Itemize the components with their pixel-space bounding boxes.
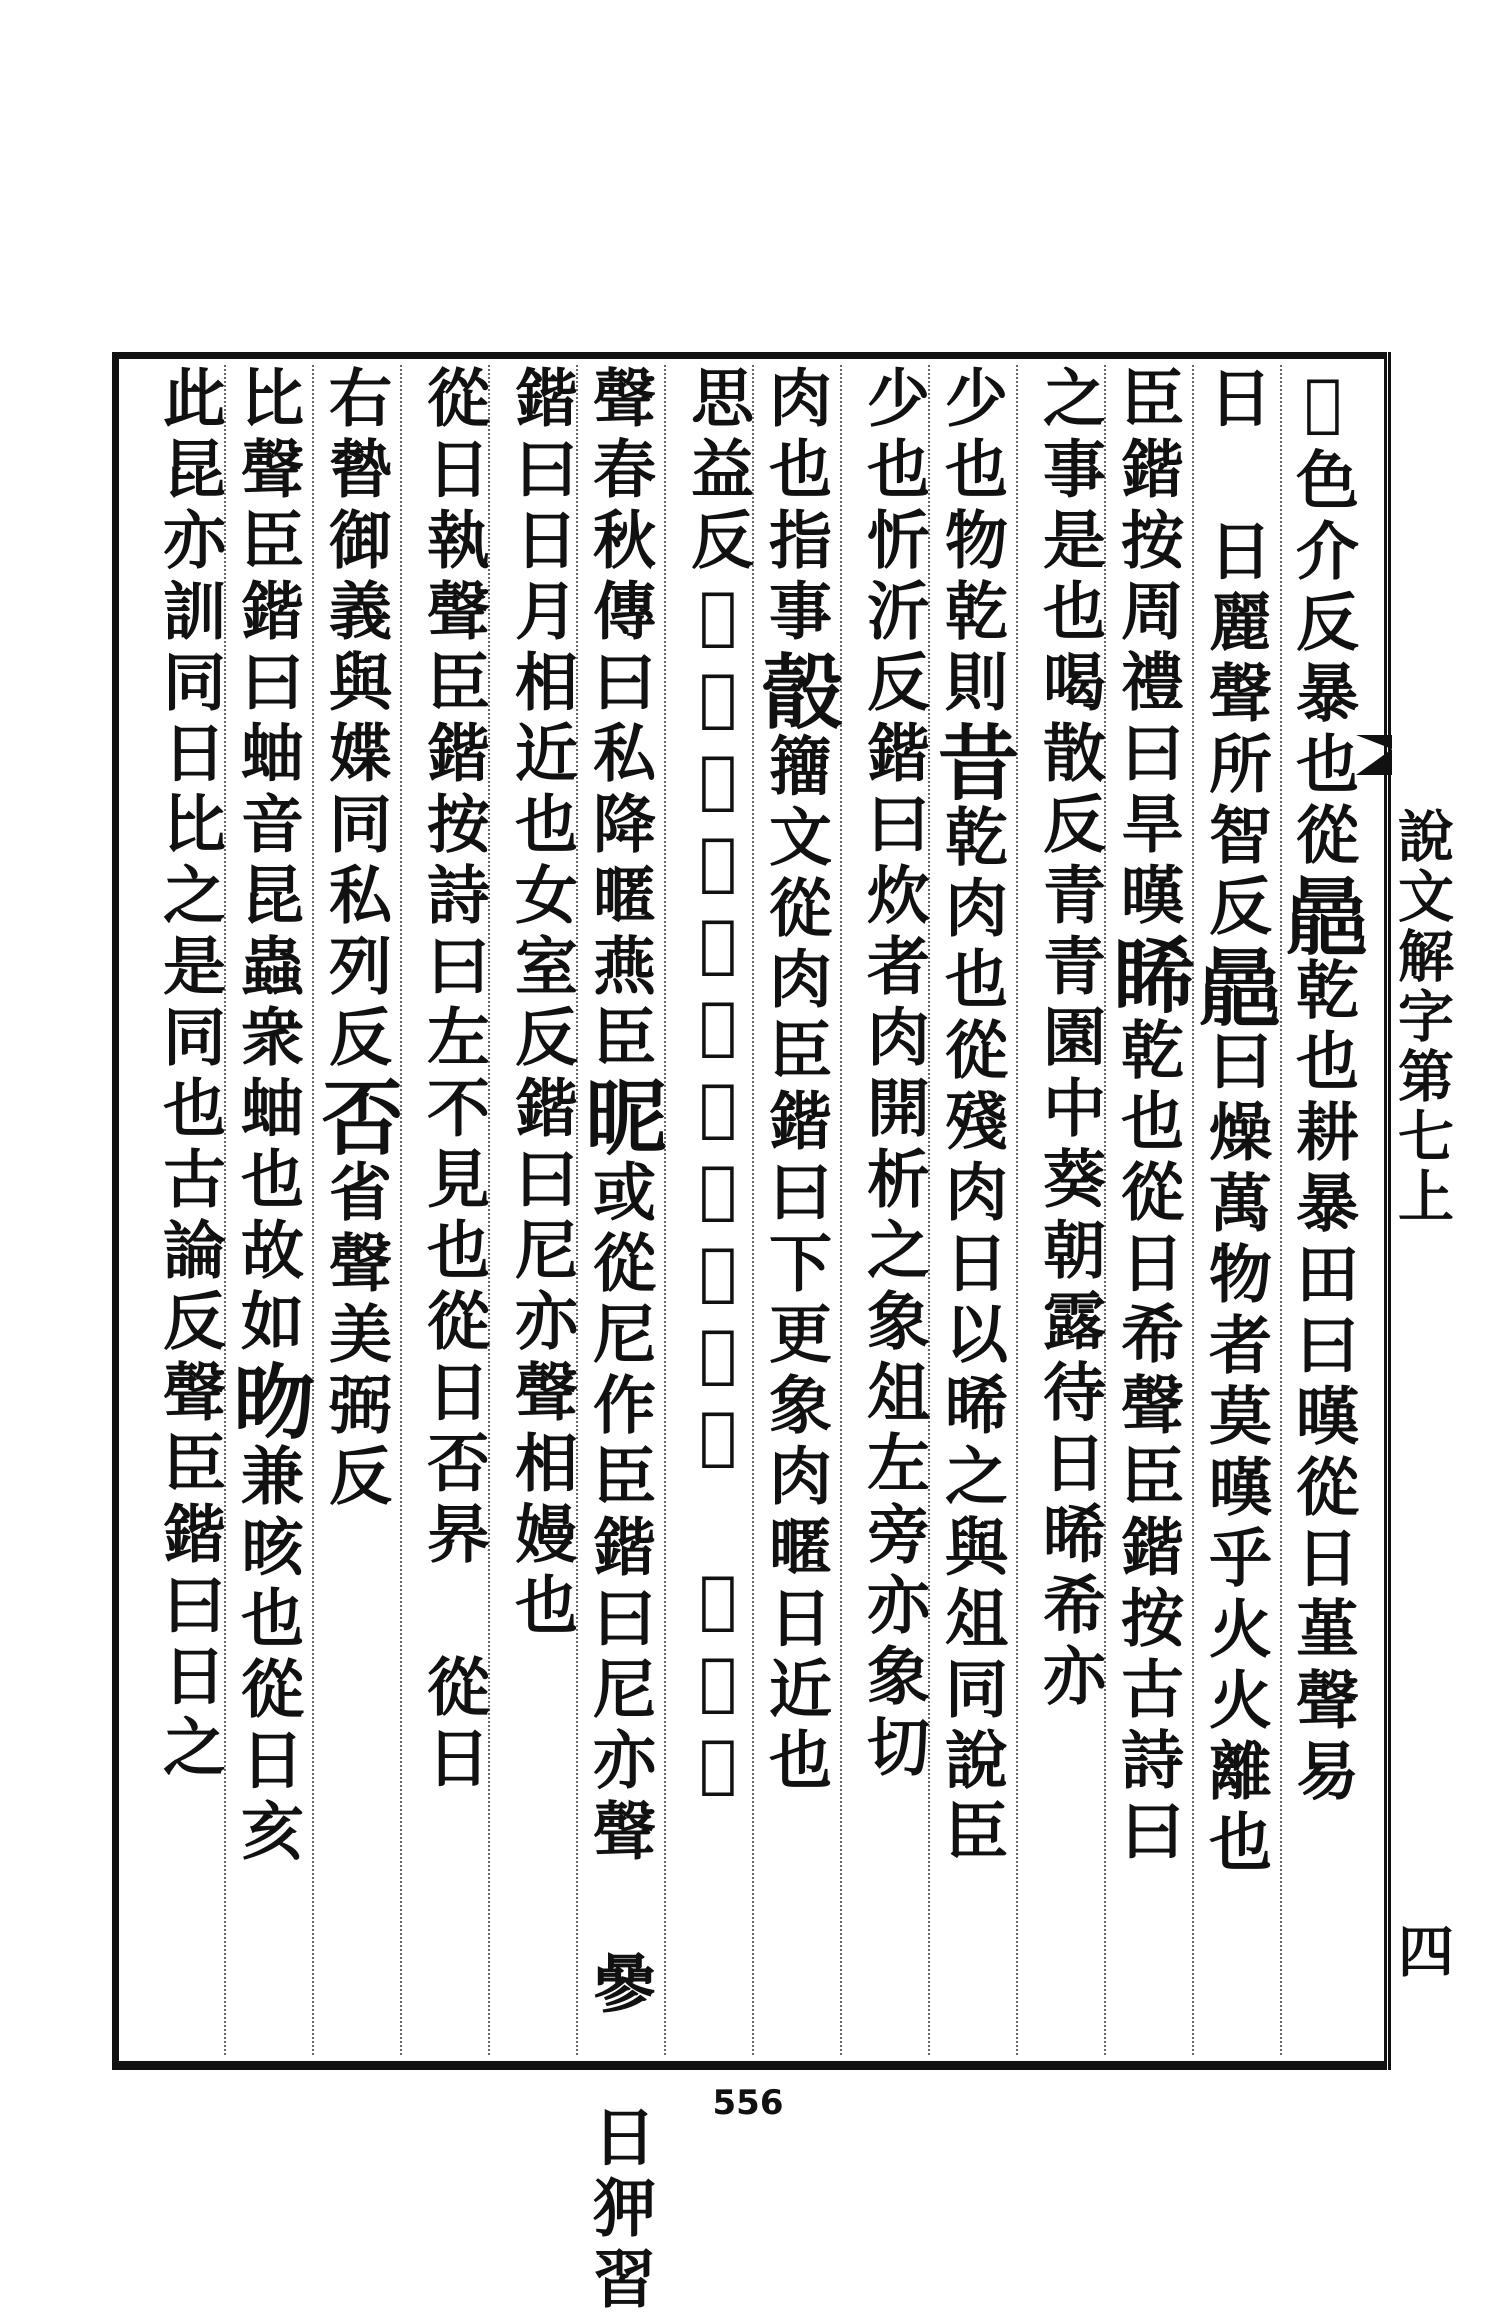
column-text: 青青園中葵朝露待日晞希亦 [1033,862,1107,1714]
column-text: 從日執聲臣鍇按詩曰左 [417,365,491,1075]
column-text: 乾也從日希聲臣鍇按古詩曰 [1111,1017,1185,1869]
column-text: 之事是也喝散反 [1033,365,1107,862]
column-text: 鍇曰日月相近也女室反 [505,365,579,1075]
text-column [153,365,227,2055]
column-text: 鍇曰尼亦聲相嫚也 [505,1075,579,1643]
seal-glyph: 𣋍 [1188,944,1284,1028]
column-text: 曰燥萬物者莫暵乎火火離也 [1199,1028,1273,1880]
text-column [924,365,1020,2055]
column-text: 乾肉也從殘肉日以晞之與俎同說臣 [935,804,1009,1869]
seal-glyph: 否 [308,1075,404,1159]
page-number: 556 [712,2083,784,2123]
seal-glyph: 昵 [572,1075,668,1159]
fore-edge-margin [1382,352,1455,2070]
column-text: 聲春秋傳曰私降暱燕臣 [583,365,657,1075]
text-column [572,365,668,2317]
column-text: 兼晐也從日亥 [231,1443,305,1869]
text-column [505,365,579,2055]
text-column [748,365,844,2055]
column-text: 此昆亦訓同日比之是同也古論反 [153,365,227,1359]
seal-glyph: 昔 [924,720,1020,804]
column-text: 乾也耕暴田曰暵從日堇聲易 [1286,957,1360,1809]
column-rule [1280,365,1282,2055]
text-column [1188,365,1284,2055]
text-column [417,365,491,2055]
column-text: 臣鍇按周禮曰旱暵 [1111,365,1185,933]
column-rule [840,365,842,2055]
column-text: 籒文從肉臣鍇曰下更象肉暱日近也 [759,733,833,1798]
seal-glyph: 昒 [220,1359,316,1443]
column-rule [1192,365,1194,2055]
text-column [681,365,755,2055]
column-rule [664,365,666,2055]
column-text: 思益反 [681,365,755,578]
column-text: 或從尼作臣鍇曰尼亦聲 曑 日狎習 [583,1159,657,2317]
column-text: 肉也指事 [759,365,833,649]
seal-glyph: 䐨 [748,649,844,733]
column-text: 不見也從日否昦 從日 [417,1075,491,1796]
column-text: 比聲臣鍇曰蚰音昆蟲衆蚰也故如 [231,365,305,1359]
text-column [308,365,404,2055]
column-rule [400,365,402,2055]
seal-glyph: 睎 [1100,933,1196,1017]
column-text: 鍇曰炊者肉開析之象俎左旁亦象切 [857,720,931,1785]
column-text: 聲臣鍇曰日之 [153,1359,227,1785]
text-column [857,365,931,2055]
column-text: 󲖏色介反暴也從 [1286,365,1360,873]
column-text: 右暬御義與媟同私列反 [319,365,393,1075]
fishtail-mark-icon [1356,735,1392,775]
seal-glyph: 𣋍 [1275,873,1371,957]
column-rule [1016,365,1018,2055]
text-column [220,365,316,2055]
text-column [1275,365,1371,2055]
text-column [1100,365,1196,2055]
column-text: 少也物乾則 [935,365,1009,720]
column-text: 日 日麗聲所智反 [1199,365,1273,944]
column-rule [312,365,314,2055]
column-text: 𡧊也令人作腊卽此也上同 從日匿 [681,578,755,1808]
leaf-number: 四 [1389,1922,1455,1978]
margin-title: 說文解字第七上 [1389,807,1455,1227]
column-text: 省聲美弼反 [319,1159,393,1514]
column-text: 少也忻沂反 [857,365,931,720]
text-column [1033,365,1107,2055]
